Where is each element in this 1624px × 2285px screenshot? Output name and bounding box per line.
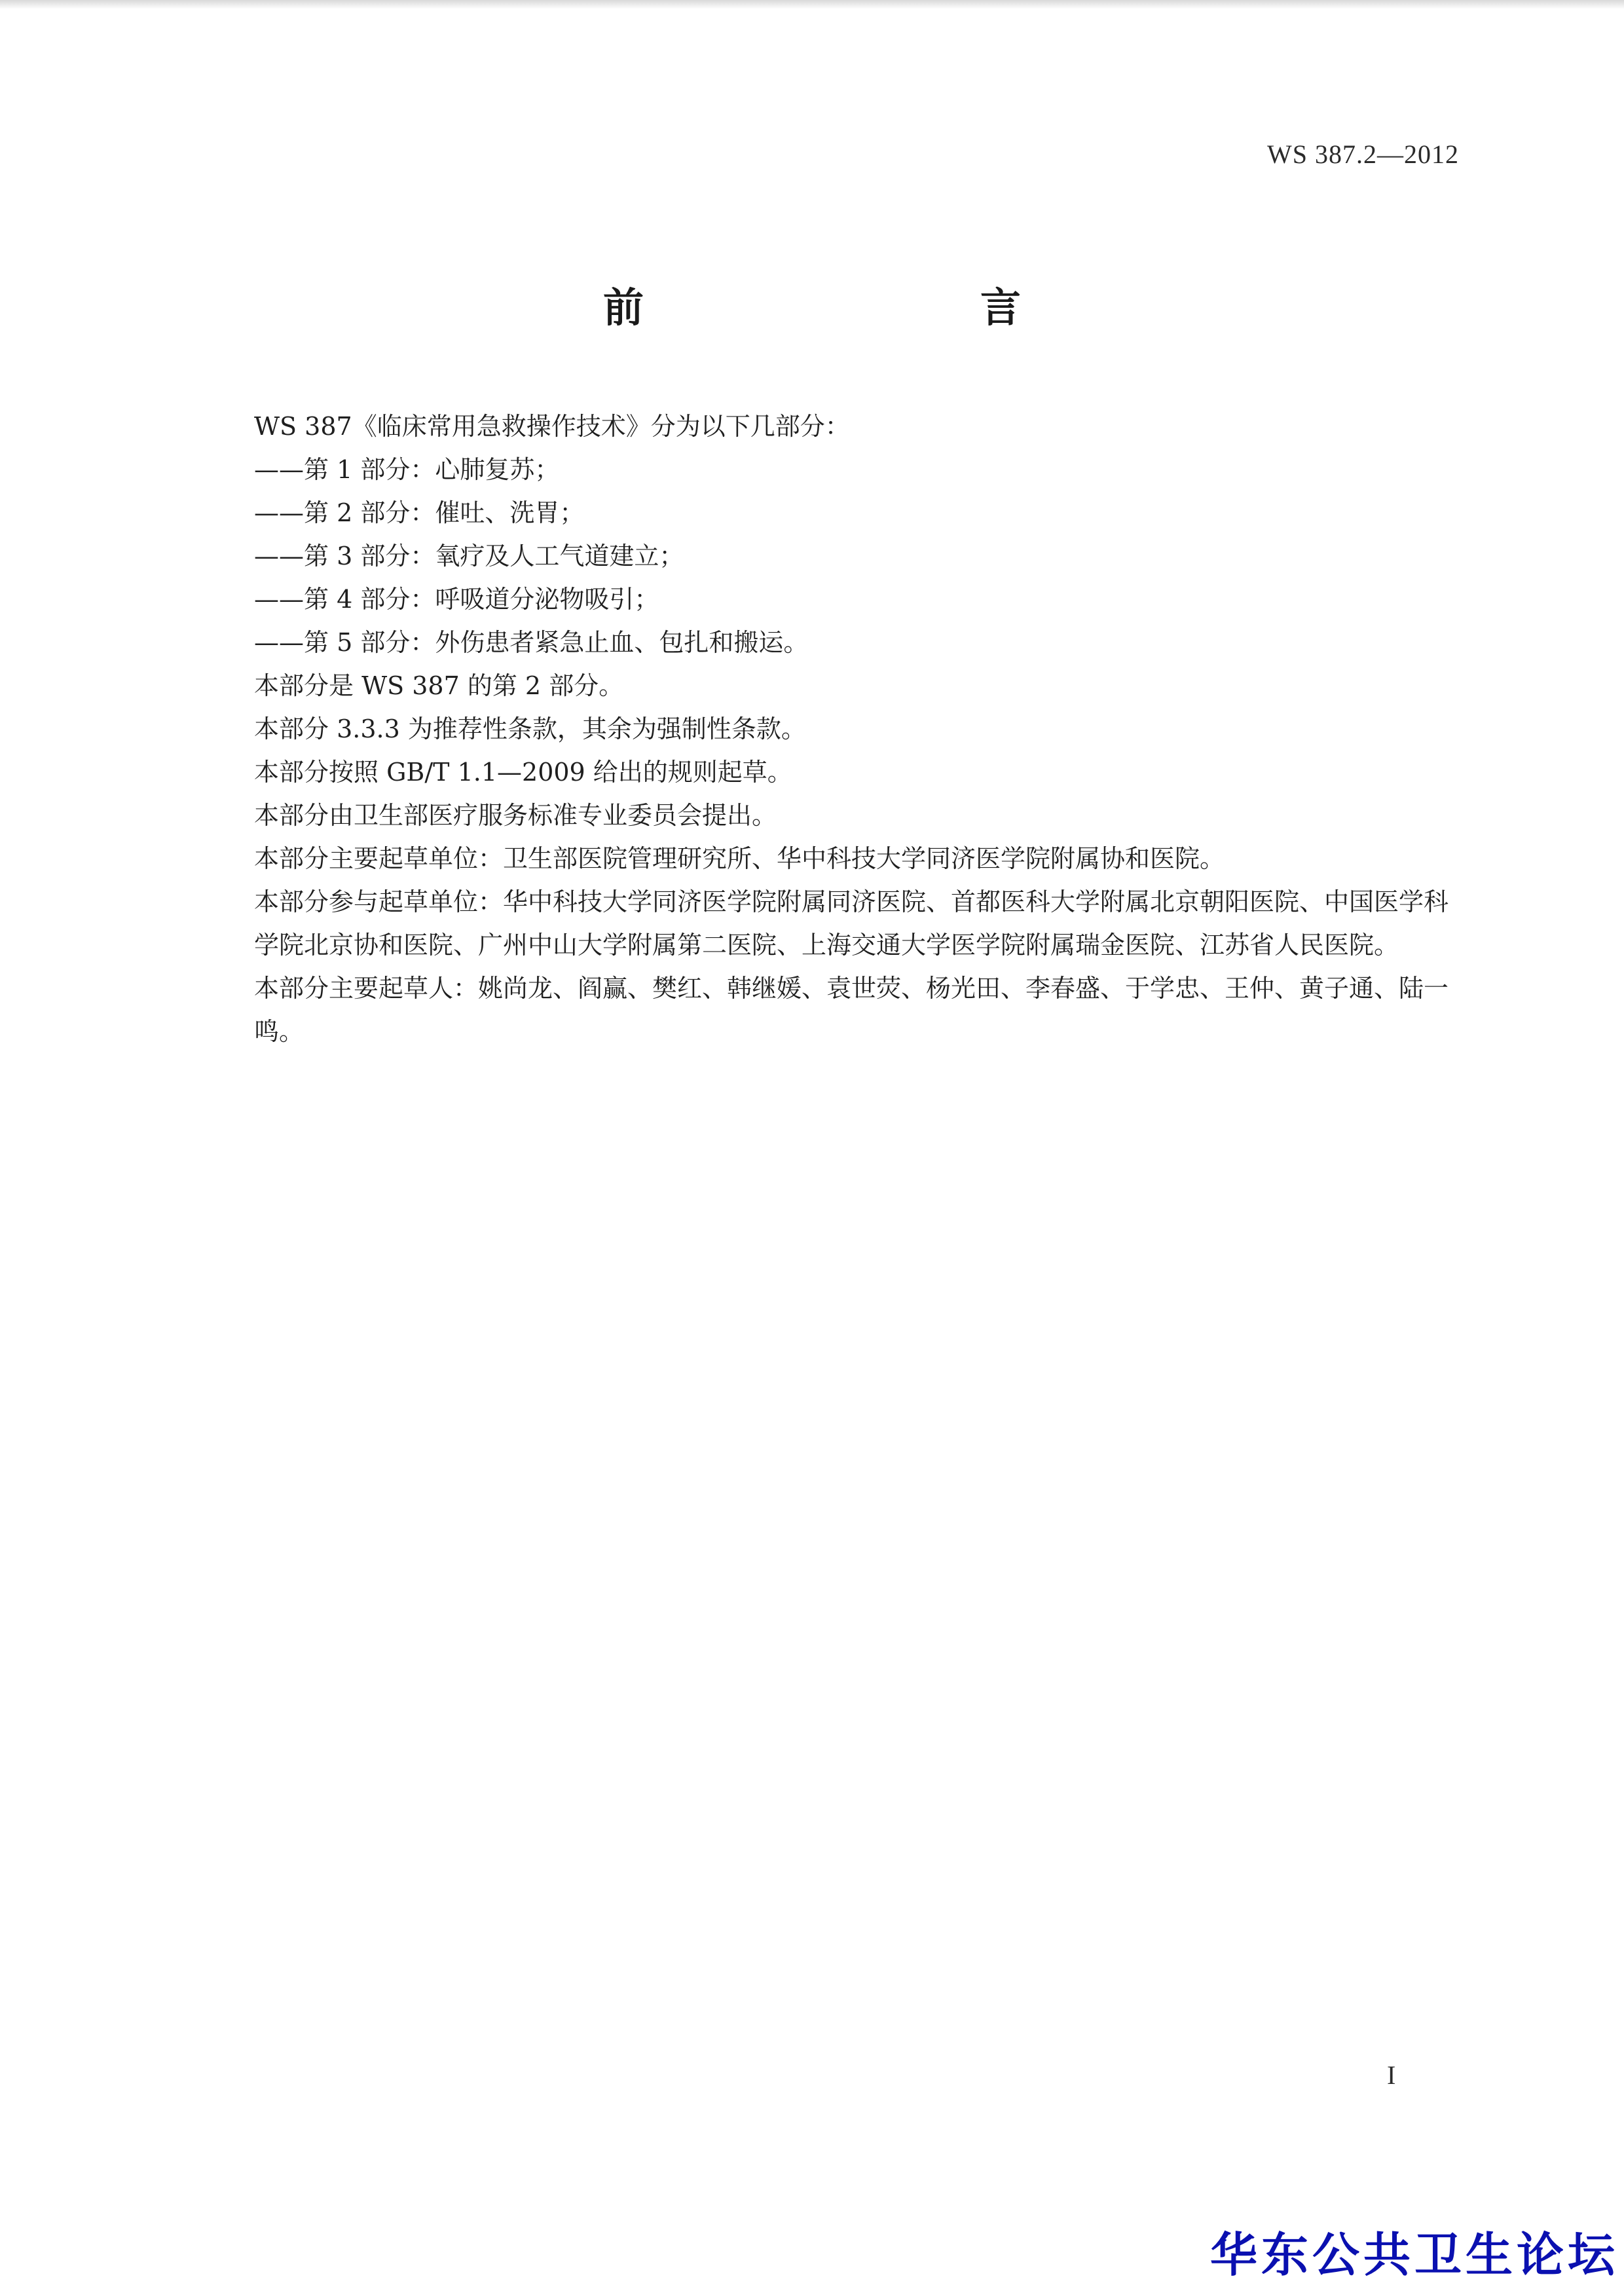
page-number: I	[1387, 2060, 1396, 2090]
standard-code: WS 387.2—2012	[1267, 139, 1459, 169]
foreword-body	[185, 405, 1455, 1053]
paragraph-clauses: 本部分 3.3.3 为推荐性条款，其余为强制性条款。	[254, 715, 806, 743]
list-item-part-4: ——第 4 部分：呼吸道分泌物吸引；	[254, 585, 659, 614]
paragraph-part-number: 本部分是 WS 387 的第 2 部分。	[254, 671, 624, 700]
list-item-part-2: ——第 2 部分：催吐、洗胃；	[254, 498, 585, 527]
list-item-part-5: ——第 5 部分：外伤患者紧急止血、包扎和搬运。	[254, 628, 809, 657]
paragraph-intro: WS 387《临床常用急救操作技术》分为以下几部分：	[254, 412, 850, 441]
paragraph-drafting-rules: 本部分按照 GB/T 1.1—2009 给出的规则起草。	[254, 758, 792, 787]
scan-top-edge	[0, 0, 1624, 9]
paragraph-main-units: 本部分主要起草单位：卫生部医院管理研究所、华中科技大学同济医学院附属协和医院。	[254, 844, 1225, 873]
paragraph-participating-units: 本部分参与起草单位：华中科技大学同济医学院附属同济医院、首都医科大学附属北京朝阳医院、中国医学科学院北京协和医院、广州中山大学附属第二医院、上海交通大学医学院附属瑞金医院、江苏省人民医院。	[254, 887, 1449, 959]
page-title: 前 言	[602, 284, 1106, 331]
watermark-text: 华东公共卫生论坛	[1209, 2227, 1619, 2282]
list-item-part-1: ——第 1 部分：心肺复苏；	[254, 455, 560, 484]
paragraph-proposer: 本部分由卫生部医疗服务标准专业委员会提出。	[254, 801, 777, 830]
paragraph-drafters: 本部分主要起草人：姚尚龙、阎赢、樊红、韩继媛、袁世荧、杨光田、李春盛、于学忠、王仲、黄子通、陆一鸣。	[254, 974, 1449, 1046]
list-item-part-3: ——第 3 部分：氧疗及人工气道建立；	[254, 542, 684, 570]
